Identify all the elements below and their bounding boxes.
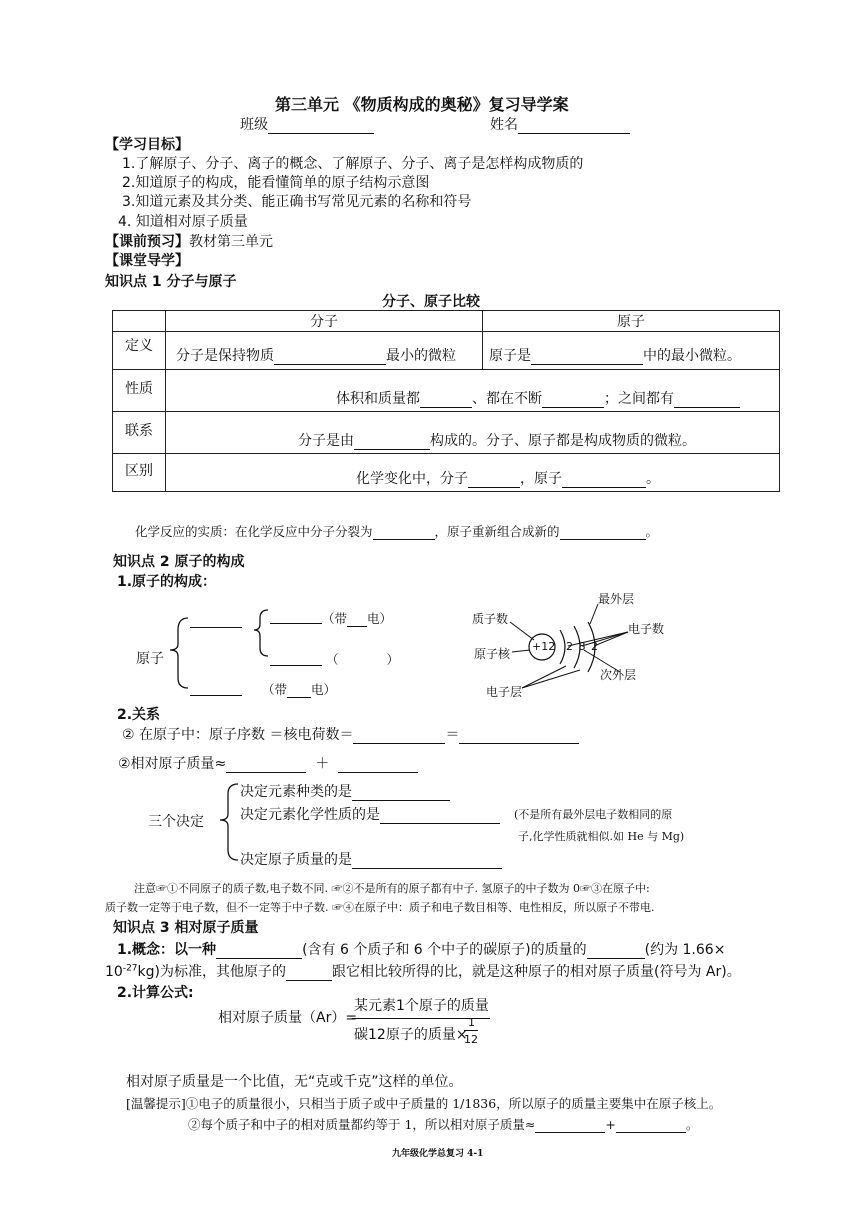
charge-open-2: （带: [262, 682, 288, 697]
relation-line-1: [122, 724, 579, 744]
property-blank-2[interactable]: [542, 393, 604, 408]
decide2-text: 决定元素化学性质的是: [240, 807, 380, 823]
guide-heading: 【课堂导学】: [105, 253, 189, 269]
row-property: 性质: [113, 370, 166, 412]
pointer-line: [510, 622, 534, 640]
note-line-1: 注意☞①不同原子的质子数,电子数不同. ☞②不是所有的原子都有中子. 氢原子的中子数为 0☞③在原子中:: [134, 882, 650, 895]
difference-blank-1[interactable]: [468, 473, 520, 488]
property-blank-3[interactable]: [674, 393, 740, 408]
def-atom-text: 原子是: [489, 348, 531, 364]
atom-part-blank-2[interactable]: [190, 681, 242, 696]
goal-item: 4. 知道相对原子质量: [118, 214, 248, 230]
essence-blank-2[interactable]: [560, 525, 646, 540]
def-molecule-text-end: 最小的微粒: [386, 348, 456, 364]
atom-part-blank-1[interactable]: [190, 613, 242, 628]
property-text-2: 、都在不断: [472, 391, 542, 407]
decide1-blank[interactable]: [352, 786, 450, 801]
table-row: [113, 370, 780, 412]
essence-blank-1[interactable]: [373, 525, 435, 540]
decide3-blank[interactable]: [352, 854, 502, 869]
table-header-row: [113, 311, 780, 332]
nucleus-part-blank-2[interactable]: [270, 651, 322, 666]
concept-text-e: 跟它相比较所得的比，就是这种原子的相对原子质量(符号为 Ar)。: [332, 964, 741, 980]
comparison-table: [112, 310, 780, 492]
charge-hint-2: [262, 680, 336, 698]
rel1-blank-1[interactable]: [353, 729, 445, 744]
decide2-note-a: (不是所有最外层电子数相同的原: [514, 808, 673, 821]
difference-text-3: 。: [646, 471, 660, 487]
name-field: [490, 114, 630, 134]
difference-blank-2[interactable]: [562, 473, 646, 488]
relation-cell: [166, 412, 780, 454]
kp2-sub1: 1.原子的构成：: [117, 574, 217, 590]
property-blank-1[interactable]: [420, 393, 472, 408]
decide-line-2: [240, 804, 500, 824]
concept-blank-3[interactable]: [286, 966, 332, 981]
decide2-note-b: 子,化学性质就相似.如 He 与 Mg): [518, 830, 685, 843]
tip2-end: 。: [685, 1117, 699, 1132]
reaction-essence: [135, 522, 658, 540]
rel1-marker: ②: [122, 727, 135, 743]
concept-exp-base: 10: [105, 964, 123, 980]
pointer-line: [522, 670, 580, 688]
def-molecule-blank[interactable]: [274, 350, 386, 365]
goal-item: 1.了解原子、分子、离子的概念、了解原子、分子、离子是怎样构成物质的: [122, 156, 584, 172]
page-title: 第三单元 《物质构成的奥秘》复习导学案: [275, 95, 569, 114]
preview-heading: 【课前预习】: [105, 234, 189, 250]
paren-open: （: [326, 652, 339, 667]
formula-frac-num: 1: [468, 1016, 475, 1029]
note-line-2: 质子数一定等于电子数，但不一定等于中子数. ☞④在原子中：质子和电子数目相等、电性相反，所以原子不带电.: [105, 901, 655, 914]
three-label: 三个决定: [148, 814, 204, 830]
tip2-text: ②每个质子和中子的相对质量都约等于 1，所以相对原子质量≈: [188, 1117, 536, 1132]
table-row: [113, 412, 780, 454]
pointer-line: [522, 666, 566, 688]
kp3-heading: 知识点 3 相对原子质量: [113, 920, 259, 936]
electron-config: 2 8 2: [566, 640, 599, 653]
tip2-blank-1[interactable]: [535, 1118, 605, 1133]
rel1-blank-2[interactable]: [459, 729, 579, 744]
rel2-plus: ＋: [315, 756, 330, 772]
difference-text: 化学变化中，分子: [356, 471, 468, 487]
kp1-heading: 知识点 1 分子与原子: [105, 274, 237, 290]
def-atom-cell: [483, 332, 780, 370]
relation-blank[interactable]: [354, 435, 430, 450]
kp2-sub2: 2.关系: [117, 707, 161, 723]
charge-close-2: 电）: [311, 682, 337, 697]
concept-text-d: kg)为标准，其他原子的: [137, 964, 286, 980]
decide-line-3: [240, 849, 502, 869]
nucleus-part-blank-1[interactable]: [270, 609, 322, 624]
label-nucleus: 原子核: [474, 647, 511, 661]
concept-blank-1[interactable]: [216, 944, 302, 959]
formula-denominator: 碳12原子的质量×: [354, 1027, 468, 1043]
label-electron-count: 电子数: [628, 622, 665, 636]
rel2-blank-1[interactable]: [226, 758, 306, 773]
table-title: 分子、原子比较: [382, 294, 480, 310]
difference-text-2: ，原子: [520, 471, 562, 487]
decide1-text: 决定元素种类的是: [240, 784, 352, 800]
essence-text: 化学反应的实质：在化学反应中分子分裂为: [135, 524, 373, 539]
row-difference: 区别: [113, 454, 166, 492]
def-atom-text-end: 中的最小微粒。: [643, 348, 741, 364]
concept-line-2: [105, 961, 741, 981]
charge-close: 电）: [367, 611, 393, 626]
concept-line-1: [117, 939, 725, 959]
relation-text: 分子是由: [298, 433, 354, 449]
tip2-plus: +: [605, 1117, 616, 1132]
rel1-text: 在原子中：原子序数 ＝核电荷数＝: [139, 727, 354, 743]
name-blank[interactable]: [518, 119, 630, 134]
def-atom-blank[interactable]: [531, 350, 643, 365]
col-molecule: 分子: [166, 311, 483, 332]
essence-text-2: ，原子重新组合成新的: [434, 524, 560, 539]
shell-arc-1: [560, 630, 565, 664]
col-atom: 原子: [483, 311, 780, 332]
charge-hint-1: [322, 609, 392, 627]
class-field: [240, 114, 374, 134]
pointer-line: [590, 604, 598, 624]
formula-small-bar: [464, 1030, 478, 1031]
decide-line-1: [240, 781, 450, 801]
relation-text-2: 构成的。分子、原子都是构成物质的微粒。: [430, 433, 696, 449]
paren-close: ）: [386, 652, 400, 667]
row-relation: 联系: [113, 412, 166, 454]
charge-blank-2[interactable]: [287, 683, 311, 698]
tip-line-1: [温馨提示]①电子的质量很小，只相当于质子或中子质量的 1/1836，所以原子的质量主要集中在原子核上。: [126, 1096, 722, 1111]
table-row: [113, 332, 780, 370]
ratio-note: 相对原子质量是一个比值，无“克或千克”这样的单位。: [126, 1074, 463, 1090]
goal-item: 3.知道元素及其分类、能正确书写常见元素的名称和符号: [122, 194, 472, 210]
property-text-3: ；之间都有: [604, 391, 674, 407]
tip2-blank-2[interactable]: [616, 1118, 686, 1133]
decide2-blank[interactable]: [380, 809, 500, 824]
kp2-heading: 知识点 2 原子的构成: [113, 554, 245, 570]
label-electron-layer: 电子层: [486, 685, 523, 699]
formula-frac-den: 12: [464, 1033, 478, 1046]
preview-text: 教材第三单元: [189, 234, 273, 250]
rel2-blank-2[interactable]: [338, 758, 418, 773]
paren-hint: [326, 650, 399, 668]
property-text: 体积和质量都: [336, 391, 420, 407]
row-definition: 定义: [113, 332, 166, 370]
charge-open: （带: [322, 611, 348, 626]
concept-text-a: 1.概念：以一种: [117, 942, 217, 958]
charge-blank-1[interactable]: [347, 612, 367, 627]
rel2-text: ②相对原子质量≈: [118, 756, 227, 772]
label-outermost: 最外层: [598, 592, 635, 606]
formula-lhs: 相对原子质量（Ar）=: [218, 1010, 358, 1026]
preview-line: [105, 231, 273, 251]
concept-exp: -27: [122, 963, 138, 974]
property-cell: [166, 370, 780, 412]
nucleus-value: +12: [532, 640, 556, 653]
goals-heading: 【学习目标】: [105, 137, 189, 153]
class-label: 班级: [240, 117, 268, 133]
atom-label: 原子: [136, 651, 164, 667]
difference-cell: [166, 454, 780, 492]
def-molecule-text: 分子是保持物质: [176, 348, 274, 364]
pointer-line: [512, 650, 530, 652]
tip-line-2: [188, 1115, 698, 1133]
def-molecule-cell: [166, 332, 483, 370]
label-proton-count: 质子数: [472, 612, 509, 626]
relation-line-2: [118, 753, 418, 773]
table-row: [113, 454, 780, 492]
label-second-outer: 次外层: [600, 668, 637, 682]
page-footer: 九年级化学总复习 4-1: [392, 1149, 484, 1159]
concept-text-c: (约为 1.66×: [644, 942, 726, 958]
formula-heading: 2.计算公式:: [117, 985, 194, 1001]
rel1-eq: ＝: [445, 727, 460, 743]
concept-blank-2[interactable]: [587, 944, 645, 959]
class-blank[interactable]: [268, 119, 374, 134]
name-label: 姓名: [490, 117, 518, 133]
formula-numerator: 某元素1个原子的质量: [354, 998, 489, 1014]
concept-text-b: (含有 6 个质子和 6 个中子的碳原子)的质量的: [302, 942, 587, 958]
goal-item: 2.知道原子的构成，能看懂简单的原子结构示意图: [122, 175, 430, 191]
decide3-text: 决定原子质量的是: [240, 852, 352, 868]
essence-text-3: 。: [645, 524, 659, 539]
three-determinations-brace: [212, 780, 242, 864]
